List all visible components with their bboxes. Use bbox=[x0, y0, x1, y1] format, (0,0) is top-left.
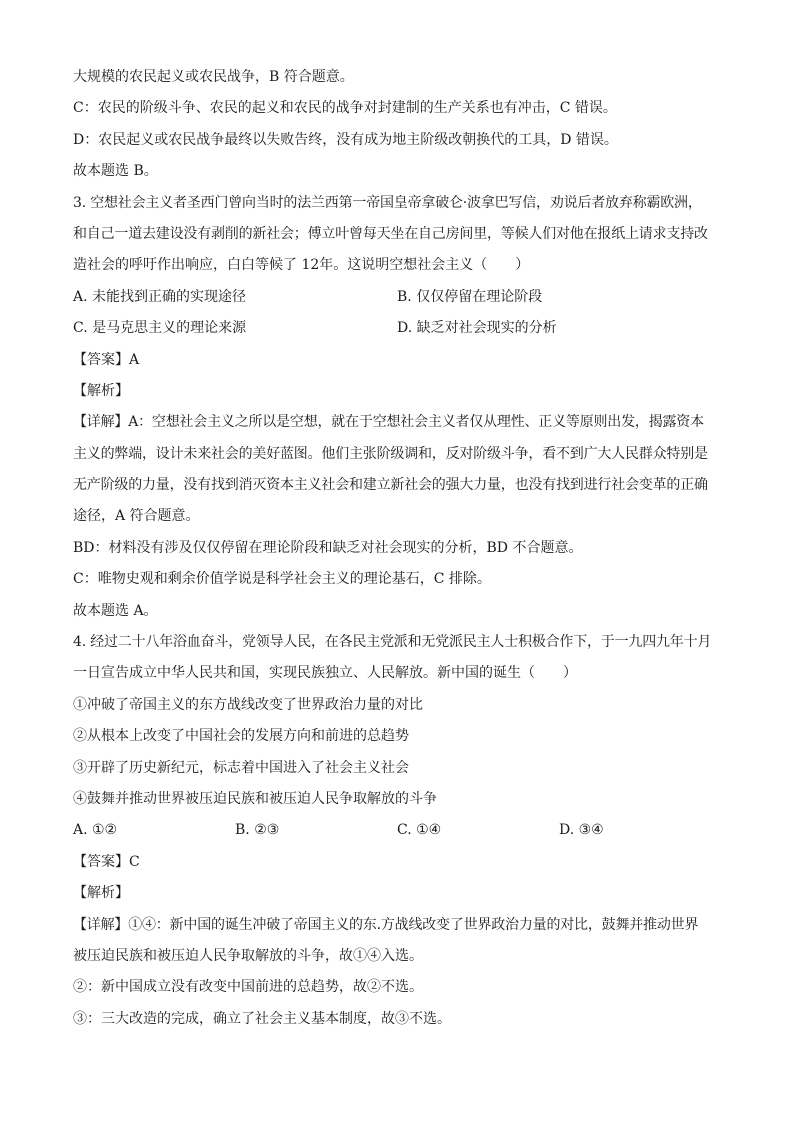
answer-label: 【答案】C bbox=[73, 853, 140, 870]
question-4-stem: 4. 经过二十八年浴血奋斗，党领导人民，在各民主党派和无党派民主人士积极合作下，于一九四九年十月 bbox=[73, 634, 712, 651]
text-line: C：农民的阶级斗争、农民的起义和农民的战争对封建制的生产关系也有冲击，C 错误。 bbox=[73, 100, 617, 117]
explanation-line: 【详解】①④：新中国的诞生冲破了帝国主义的东.方战线改变了世界政治力量的对比，鼓舞并推动世界 bbox=[73, 916, 699, 933]
question-3-options-row-2 bbox=[73, 313, 725, 344]
document-page bbox=[73, 62, 725, 1035]
explanation-line: ③：三大改造的完成，确立了社会主义基本制度，故③不选。 bbox=[73, 1010, 451, 1027]
question-3-stem: 造社会的呼吁作出响应，白白等候了 12年。这说明空想社会主义（ ） bbox=[73, 257, 530, 274]
explanation-line: 主义的弊端，设计未来社会的美好蓝图。他们主张阶级调和，反对阶级斗争，看不到广大人民群众特别是 bbox=[73, 445, 708, 462]
statement-1: ①冲破了帝国主义的东方战线改变了世界政治力量的对比 bbox=[73, 696, 423, 713]
question-4-options-row bbox=[73, 815, 725, 846]
explanation-line: BD：材料没有涉及仅仅停留在理论阶段和缺乏对社会现实的分析，BD 不合题意。 bbox=[73, 539, 583, 556]
explanation-line: 途径，A 符合题意。 bbox=[73, 508, 200, 525]
text-line: D：农民起义或农民战争最终以失败告终，没有成为地主阶级改朝换代的工具，D 错误。 bbox=[73, 131, 618, 148]
option-a: A. ①② bbox=[73, 822, 118, 839]
analysis-label: 【解析】 bbox=[73, 382, 129, 399]
option-a: A. 未能找到正确的实现途径 bbox=[73, 288, 247, 305]
explanation-line: 【详解】A：空想社会主义之所以是空想，就在于空想社会主义者仅从理性、正义等原则出发，揭露资本 bbox=[73, 414, 704, 431]
option-d: D. ③④ bbox=[559, 822, 604, 839]
option-b: B. 仅仅停留在理论阶段 bbox=[397, 288, 543, 305]
option-b: B. ②③ bbox=[235, 822, 280, 839]
question-3-stem: 3. 空想社会主义者圣西门曾向当时的法兰西第一帝国皇帝拿破仑·波拿巴写信，劝说后者放弃称霸欧洲， bbox=[73, 194, 702, 211]
question-3-stem: 和自己一道去建设没有剥削的新社会；傅立叶曾每天坐在自己房间里，等候人们对他在报纸上请求支持改 bbox=[73, 225, 708, 242]
option-c: C. 是马克思主义的理论来源 bbox=[73, 320, 247, 337]
analysis-label: 【解析】 bbox=[73, 885, 129, 902]
explanation-line: 无产阶级的力量，没有找到消灭资本主义社会和建立新社会的强大力量，也没有找到进行社会变革的正确 bbox=[73, 477, 708, 494]
statement-4: ④鼓舞并推动世界被压迫民族和被压迫人民争取解放的斗争 bbox=[73, 790, 437, 807]
statement-3: ③开辟了历史新纪元，标志着中国进入了社会主义社会 bbox=[73, 759, 409, 776]
explanation-line: ②：新中国成立没有改变中国前进的总趋势，故②不选。 bbox=[73, 979, 423, 996]
option-d: D. 缺乏对社会现实的分析 bbox=[397, 320, 557, 337]
answer-label: 【答案】A bbox=[73, 351, 140, 368]
question-3-options-row-1 bbox=[73, 282, 725, 313]
question-4-stem: 一日宣告成立中华人民共和国，实现民族独立、人民解放。新中国的诞生（ ） bbox=[73, 665, 577, 682]
option-c: C. ①④ bbox=[397, 822, 442, 839]
explanation-line: 故本题选 A。 bbox=[73, 602, 158, 619]
text-line: 大规模的农民起义或农民战争，B 符合题意。 bbox=[73, 69, 354, 85]
statement-2: ②从根本上改变了中国社会的发展方向和前进的总趋势 bbox=[73, 728, 409, 745]
explanation-line: C：唯物史观和剩余价值学说是科学社会主义的理论基石，C 排除。 bbox=[73, 571, 491, 588]
text-line: 故本题选 B。 bbox=[73, 163, 158, 180]
explanation-line: 被压迫民族和被压迫人民争取解放的斗争，故①④入选。 bbox=[73, 947, 423, 964]
